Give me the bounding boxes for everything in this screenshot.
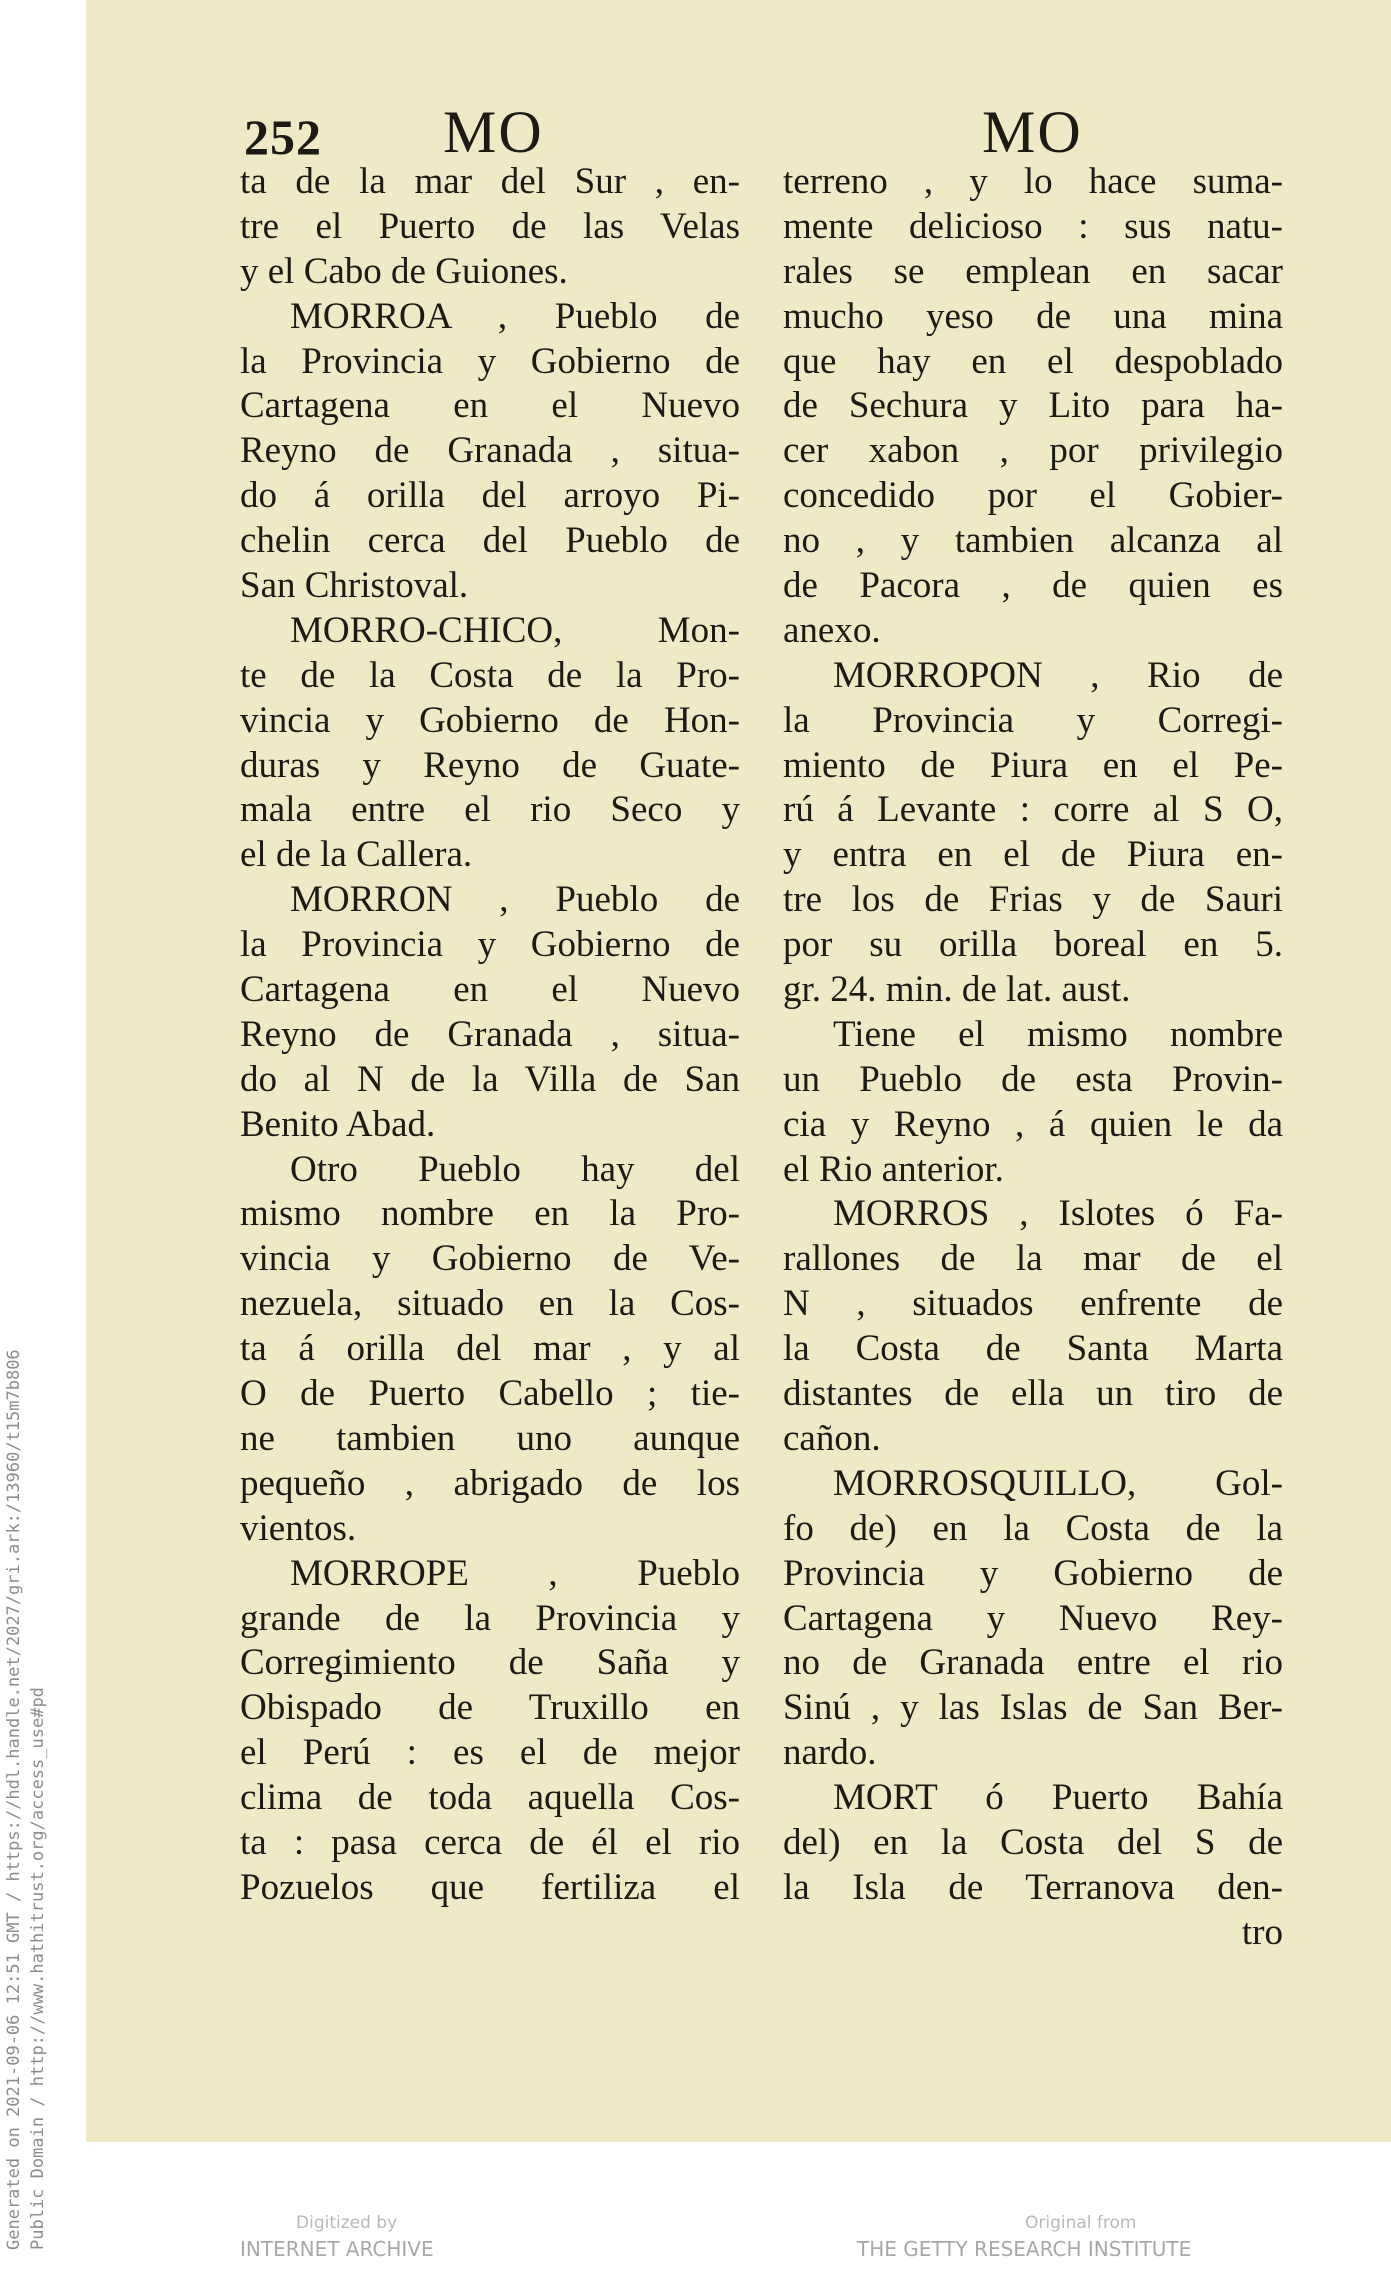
text-line: fo de) en la Costa de la bbox=[783, 1507, 1283, 1549]
text-line: tro bbox=[1241, 1911, 1283, 1953]
text-line: pequeño , abrigado de los bbox=[240, 1462, 740, 1504]
text-line: ta : pasa cerca de él el rio bbox=[240, 1821, 740, 1863]
text-line: mucho yeso de una mina bbox=[783, 295, 1283, 337]
text-line: Provincia y Gobierno de bbox=[783, 1552, 1283, 1594]
text-line: MORROS , Islotes ó Fa- bbox=[833, 1193, 1283, 1235]
text-line: O de Puerto Cabello ; tie- bbox=[240, 1373, 740, 1415]
text-line: la Provincia y Gobierno de bbox=[240, 340, 740, 382]
text-line: la Costa de Santa Marta bbox=[783, 1328, 1283, 1370]
text-line: distantes de ella un tiro de bbox=[783, 1373, 1283, 1415]
text-line: vientos. bbox=[240, 1507, 357, 1549]
hathitrust-side-stamp bbox=[2, 1349, 50, 2250]
text-line: cañon. bbox=[783, 1417, 881, 1459]
text-line: te de la Costa de la Pro- bbox=[240, 654, 740, 696]
text-line: la Provincia y Corregi- bbox=[783, 699, 1283, 741]
text-line: Cartagena en el Nuevo bbox=[240, 969, 740, 1011]
text-line: MORRO-CHICO, Mon- bbox=[290, 609, 740, 651]
text-line: MORROPON , Rio de bbox=[833, 654, 1283, 696]
text-line: el Rio anterior. bbox=[783, 1148, 1004, 1190]
text-line: cia y Reyno , á quien le da bbox=[783, 1103, 1283, 1145]
text-line: Benito Abad. bbox=[240, 1103, 436, 1145]
text-line: Reyno de Granada , situa- bbox=[240, 1013, 740, 1055]
side-stamp-line-1: Generated on 2021-09-06 12:51 GMT / https://hdl.handle.net/2027/gri.ark:/13960/t15m7b806 bbox=[4, 1349, 24, 2250]
text-line: Reyno de Granada , situa- bbox=[240, 430, 740, 472]
text-line: nardo. bbox=[783, 1732, 877, 1774]
text-line: nezuela, situado en la Cos- bbox=[240, 1283, 740, 1325]
text-line: rales se emplean en sacar bbox=[783, 250, 1283, 292]
text-line: concedido por el Gobier- bbox=[783, 475, 1283, 517]
text-line: por su orilla boreal en 5. bbox=[783, 924, 1283, 966]
left-text-column bbox=[240, 160, 740, 1911]
text-line: ta á orilla del mar , y al bbox=[240, 1328, 740, 1370]
text-line: de Sechura y Lito para ha- bbox=[783, 385, 1283, 427]
text-line: miento de Piura en el Pe- bbox=[783, 744, 1283, 786]
text-line: cer xabon , por privilegio bbox=[783, 430, 1283, 472]
text-line: Tiene el mismo nombre bbox=[833, 1013, 1283, 1055]
text-line: chelin cerca del Pueblo de bbox=[240, 520, 740, 562]
original-from-label: Original from bbox=[1025, 2213, 1137, 2233]
text-line: ne tambien uno aunque bbox=[240, 1417, 740, 1459]
text-line: no , y tambien alcanza al bbox=[783, 520, 1283, 562]
text-line: Pozuelos que fertiliza el bbox=[240, 1866, 740, 1908]
text-line: MORROPE , Pueblo bbox=[290, 1552, 740, 1594]
text-line: del) en la Costa del S de bbox=[783, 1821, 1283, 1863]
text-line: do al N de la Villa de San bbox=[240, 1058, 740, 1100]
page-number: 252 bbox=[244, 109, 322, 165]
text-line: la Isla de Terranova den- bbox=[783, 1866, 1283, 1908]
text-line: que hay en el despoblado bbox=[783, 340, 1283, 382]
getty-institute-label: THE GETTY RESEARCH INSTITUTE bbox=[857, 2237, 1192, 2261]
text-line: Cartagena y Nuevo Rey- bbox=[783, 1597, 1283, 1639]
text-line: de Pacora , de quien es bbox=[783, 565, 1283, 607]
text-line: el Perú : es el de mejor bbox=[240, 1732, 740, 1774]
text-line: N , situados enfrente de bbox=[783, 1283, 1283, 1325]
text-line: ta de la mar del Sur , en- bbox=[240, 161, 740, 202]
text-line: MORROSQUILLO, Gol- bbox=[833, 1462, 1283, 1504]
text-line: gr. 24. min. de lat. aust. bbox=[783, 969, 1131, 1011]
text-line: San Christoval. bbox=[240, 565, 469, 607]
text-line: do á orilla del arroyo Pi- bbox=[240, 475, 740, 517]
running-head-left: MO bbox=[443, 99, 544, 165]
text-line: MORT ó Puerto Bahía bbox=[833, 1777, 1283, 1819]
side-stamp-line-2: Public Domain / http://www.hathitrust.org/access_use#pd bbox=[28, 1687, 48, 2250]
running-head-right: MO bbox=[982, 99, 1083, 165]
text-line: y entra en el de Piura en- bbox=[783, 834, 1283, 876]
text-line: vincia y Gobierno de Hon- bbox=[240, 699, 740, 741]
text-line: Cartagena en el Nuevo bbox=[240, 385, 740, 427]
text-line: vincia y Gobierno de Ve- bbox=[240, 1238, 740, 1280]
text-line: mente delicioso : sus natu- bbox=[783, 205, 1283, 247]
text-line: tre el Puerto de las Velas bbox=[240, 205, 740, 247]
right-text-column bbox=[783, 160, 1283, 1956]
text-line: mismo nombre en la Pro- bbox=[240, 1193, 740, 1235]
digitized-by-label: Digitized by bbox=[296, 2213, 398, 2233]
text-line: MORRON , Pueblo de bbox=[290, 879, 740, 921]
text-line: Sinú , y las Islas de San Ber- bbox=[783, 1687, 1283, 1729]
text-line: Otro Pueblo hay del bbox=[290, 1148, 740, 1190]
text-line: clima de toda aquella Cos- bbox=[240, 1777, 740, 1819]
internet-archive-label: INTERNET ARCHIVE bbox=[240, 2237, 434, 2261]
text-line: no de Granada entre el rio bbox=[783, 1642, 1283, 1684]
text-line: grande de la Provincia y bbox=[240, 1597, 740, 1639]
text-line: duras y Reyno de Guate- bbox=[240, 744, 740, 786]
text-line: anexo. bbox=[783, 609, 881, 651]
text-line: rú á Levante : corre al S O, bbox=[783, 789, 1283, 831]
text-line: MORROA , Pueblo de bbox=[290, 295, 740, 337]
text-line: mala entre el rio Seco y bbox=[240, 789, 740, 831]
text-line: tre los de Frias y de Sauri bbox=[783, 879, 1283, 921]
text-line: la Provincia y Gobierno de bbox=[240, 924, 740, 966]
text-line: rallones de la mar de el bbox=[783, 1238, 1283, 1280]
text-line: Corregimiento de Saña y bbox=[240, 1642, 740, 1684]
text-line: Obispado de Truxillo en bbox=[240, 1687, 740, 1729]
text-line: un Pueblo de esta Provin- bbox=[783, 1058, 1283, 1100]
text-line: el de la Callera. bbox=[240, 834, 473, 876]
text-line: y el Cabo de Guiones. bbox=[240, 250, 568, 292]
text-line: terreno , y lo hace suma- bbox=[783, 161, 1283, 202]
